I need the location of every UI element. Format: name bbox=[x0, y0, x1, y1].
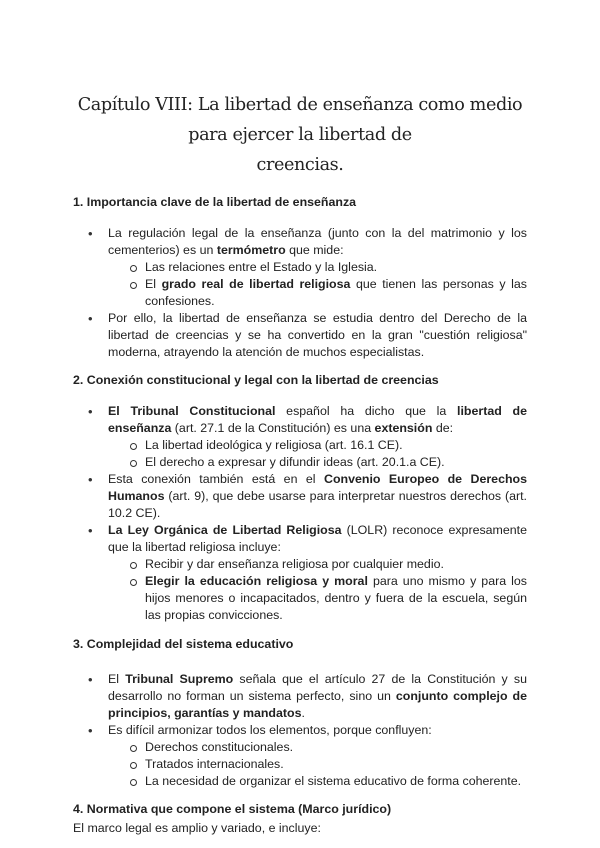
section-4-heading: 4. Normativa que compone el sistema (Marco jurídico) bbox=[73, 802, 392, 816]
text-run: (art. 9), que debe usarse para interpretar nuestros derechos (art. 10.2 CE). bbox=[108, 489, 527, 520]
list-item bbox=[108, 471, 527, 522]
bold-term: termómetro bbox=[216, 243, 286, 257]
text-run: El bbox=[145, 277, 162, 291]
text-run: Es difícil armonizar todos los elementos, porque confluyen: bbox=[108, 723, 432, 737]
chapter-title-line2: creencias. bbox=[256, 155, 344, 175]
sub-list-item bbox=[145, 276, 527, 310]
bold-term: conjunto complejo de principios, garantías y mandatos bbox=[108, 689, 527, 720]
sub-list-item: Derechos constitucionales. bbox=[145, 739, 527, 756]
text-run: (art. 27.1 de la Constitución) es una bbox=[171, 421, 375, 435]
text-run: español ha dicho que la bbox=[275, 404, 458, 418]
bold-term: libertad de enseñanza bbox=[108, 404, 528, 435]
sub-list-item: Tratados internacionales. bbox=[145, 756, 527, 773]
list-item bbox=[108, 671, 527, 722]
bold-term: Tribunal Supremo bbox=[125, 672, 234, 686]
sub-list-item: El derecho a expresar y difundir ideas (art. 20.1.a CE). bbox=[145, 454, 527, 471]
text-run: . bbox=[301, 706, 305, 720]
sub-list bbox=[108, 259, 527, 310]
text-run: (LOLR) reconoce expresamente que la libertad religiosa incluye: bbox=[108, 523, 527, 554]
section-1-list bbox=[73, 225, 527, 361]
bold-term: Elegir la educación religiosa y moral bbox=[145, 574, 368, 588]
bold-term: El Tribunal Constitucional bbox=[108, 404, 276, 418]
text-run: La regulación legal de la enseñanza (junto con la del matrimonio y los cementerios) es un bbox=[108, 226, 527, 257]
sub-list-item: Las relaciones entre el Estado y la Iglesia. bbox=[145, 259, 527, 276]
chapter-title-line1: Capítulo VIII: La libertad de enseñanza como medio para ejercer la libertad de bbox=[77, 95, 523, 145]
list-item bbox=[108, 225, 527, 310]
text-run: que mide: bbox=[285, 243, 344, 257]
sub-list bbox=[108, 556, 527, 624]
sub-list-item: La libertad ideológica y religiosa (art. 16.1 CE). bbox=[145, 437, 527, 454]
text-run: Esta conexión también está en el bbox=[108, 472, 325, 486]
bold-term: extensión bbox=[374, 421, 433, 435]
sub-list bbox=[108, 437, 527, 471]
text-run: señala que el artículo 27 de la Constitución y su desarrollo no forman un sistema perfecto, sino un bbox=[108, 672, 527, 703]
section-3-list bbox=[73, 671, 527, 790]
chapter-title bbox=[73, 0, 527, 180]
section-1-heading: 1. Importancia clave de la libertad de enseñanza bbox=[73, 195, 357, 209]
sub-list-item: Recibir y dar enseñanza religiosa por cualquier medio. bbox=[145, 556, 527, 573]
bold-term: Convenio Europeo de Derechos Humanos bbox=[108, 472, 527, 503]
list-item bbox=[108, 522, 527, 624]
list-item bbox=[108, 722, 527, 790]
bold-term: grado real de libertad religiosa bbox=[161, 277, 351, 291]
sub-list-item bbox=[145, 573, 527, 624]
section-2-list bbox=[73, 403, 527, 624]
section-3-heading: 3. Complejidad del sistema educativo bbox=[73, 637, 294, 651]
list-item: • Por ello, la libertad de enseñanza se estudia dentro del Derecho de la libertad de creencias y se ha convertido en la gran "cuestión religiosa" moderna, atrayendo la atención de muchos especialistas. bbox=[108, 310, 527, 361]
bold-term: La Ley Orgánica de Libertad Religiosa bbox=[108, 523, 342, 537]
section-4-paragraph: El marco legal es amplio y variado, e incluye: bbox=[73, 821, 321, 835]
text-run: El bbox=[108, 672, 126, 686]
section-2-heading: 2. Conexión constitucional y legal con la libertad de creencias bbox=[73, 373, 439, 387]
text-run: de: bbox=[432, 421, 454, 435]
sub-list bbox=[108, 739, 527, 790]
sub-list-item: La necesidad de organizar el sistema educativo de forma coherente. bbox=[145, 773, 527, 790]
text-run: que tienen las personas y las confesiones. bbox=[145, 277, 527, 308]
text-run: para uno mismo y para los hijos menores o incapacitados, dentro y fuera de la escuela, según las propias convicciones. bbox=[145, 574, 527, 622]
list-item bbox=[108, 403, 527, 471]
